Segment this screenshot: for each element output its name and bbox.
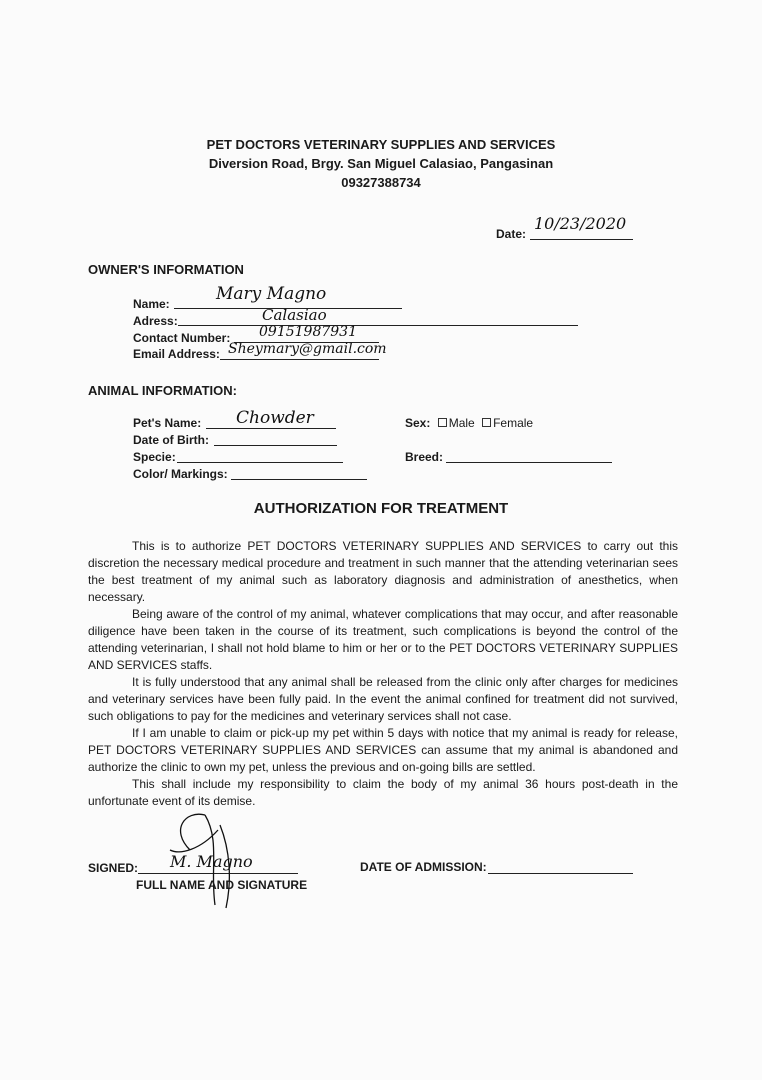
signature-caption: FULL NAME AND SIGNATURE xyxy=(136,878,308,892)
authorization-paragraph: It is fully understood that any animal shall be released from the clinic only after charges for medicines and veterinary services have been fully paid. In the event the animal confined for treatment did not survived, such obligations to pay for the medicines and veterinary services shall not case. xyxy=(88,675,678,723)
breed-line xyxy=(446,462,612,463)
owner-email-label: Email Address: xyxy=(133,347,220,361)
male-checkbox[interactable] xyxy=(438,418,447,427)
signature-scribble-icon xyxy=(160,810,250,910)
admission-line xyxy=(488,873,633,874)
signed-label: SIGNED: xyxy=(88,861,139,875)
owner-name-value: Mary Magno xyxy=(216,284,327,304)
male-option-label: Male xyxy=(448,416,475,430)
owner-email-value: Sheymary@gmail.com xyxy=(228,341,387,357)
authorization-paragraph: This shall include my responsibility to claim the body of my animal 36 hours post-death in the unfortunate event of its demise. xyxy=(88,777,678,808)
date-value: 10/23/2020 xyxy=(534,214,627,233)
specie-label: Specie: xyxy=(133,450,176,464)
authorization-paragraph: Being aware of the control of my animal, whatever complications that may occur, and after reasonable diligence have been taken in the course of its treatment, such complications is beyond the control of the attending veterinarian, I shall not hold blame to him or her or to the PET DOCTORS VETERINARY SUPPLIES AND SERVICES staffs. xyxy=(88,607,678,672)
female-checkbox[interactable] xyxy=(482,418,491,427)
admission-label: DATE OF ADMISSION: xyxy=(360,860,487,874)
dob-label: Date of Birth: xyxy=(133,433,209,447)
color-label: Color/ Markings: xyxy=(133,467,228,481)
breed-label: Breed: xyxy=(405,450,444,464)
company-phone: 09327388734 xyxy=(341,175,421,190)
company-address: Diversion Road, Brgy. San Miguel Calasiao, Pangasinan xyxy=(208,156,554,171)
owner-address-value: Calasiao xyxy=(262,306,327,324)
female-option-label: Female xyxy=(493,416,534,430)
company-name: PET DOCTORS VETERINARY SUPPLIES AND SERVICES xyxy=(206,137,556,152)
owner-heading: OWNER'S INFORMATION xyxy=(88,262,244,277)
pet-name-value: Chowder xyxy=(236,408,314,428)
owner-contact-value: 09151987931 xyxy=(259,324,357,340)
owner-name-label: Name: xyxy=(133,297,170,311)
color-line xyxy=(231,479,367,480)
specie-line xyxy=(177,462,343,463)
authorization-title: AUTHORIZATION FOR TREATMENT xyxy=(253,500,509,517)
sex-field xyxy=(405,416,533,430)
owner-email-line xyxy=(220,359,379,360)
authorization-paragraph: If I am unable to claim or pick-up my pet within 5 days with notice that my animal is ready for release, PET DOCTORS VETERINARY SUPPLIES AND SERVICES can assume that my animal is abandoned and authorize the clinic to own my pet, unless the previous and on-going bills are settled. xyxy=(88,726,678,774)
owner-address-label: Adress: xyxy=(133,314,178,328)
date-label: Date: xyxy=(496,227,527,241)
dob-line xyxy=(214,445,337,446)
authorization-paragraph: This is to authorize PET DOCTORS VETERINARY SUPPLIES AND SERVICES to carry out this discretion the necessary medical procedure and treatment in such manner that the attending veterinarian sees the best treatment of my animal such as laboratory diagnosis and administration of anesthetics, when necessary. xyxy=(88,539,678,604)
sex-label: Sex: xyxy=(405,416,431,430)
pet-name-label: Pet's Name: xyxy=(133,416,202,430)
date-line xyxy=(530,239,633,240)
signature-value: M. Magno xyxy=(170,852,253,871)
owner-address-line xyxy=(178,325,578,326)
owner-contact-label: Contact Number: xyxy=(133,331,231,345)
authorization-body xyxy=(88,538,678,810)
pet-name-line xyxy=(206,428,336,429)
animal-heading: ANIMAL INFORMATION: xyxy=(88,383,237,398)
